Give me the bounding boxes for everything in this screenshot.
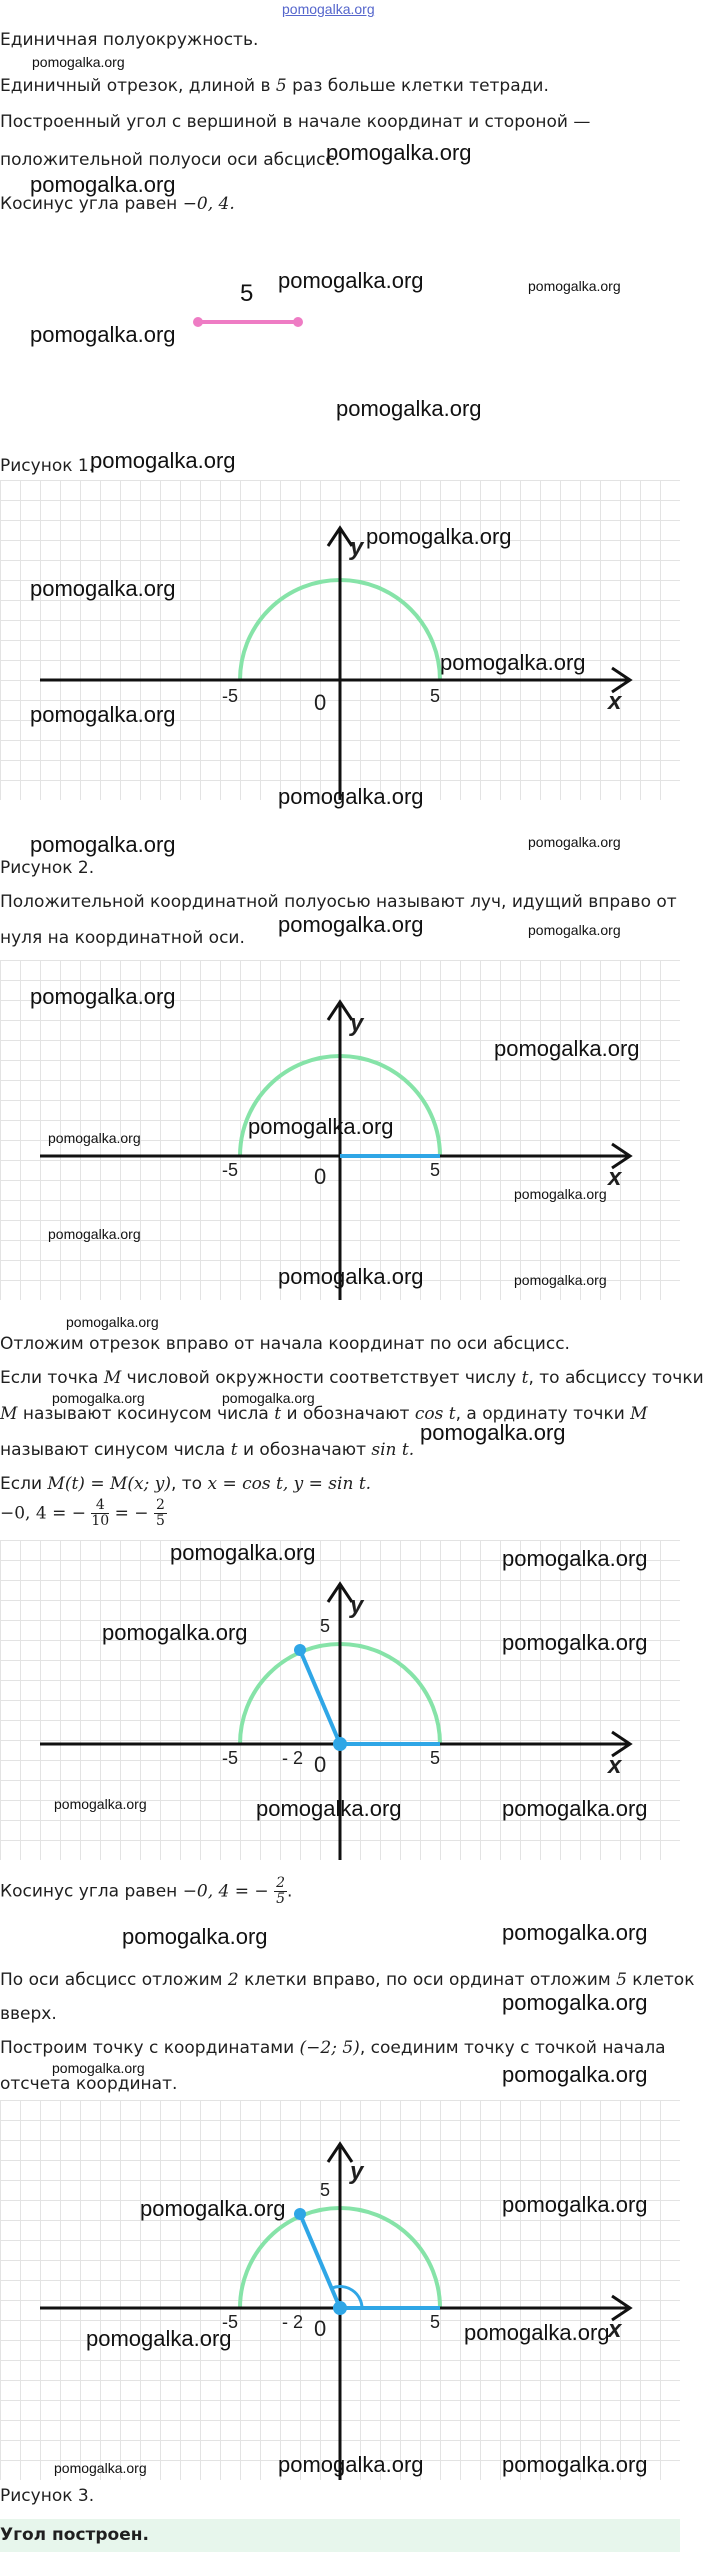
graph-3: [0, 1540, 680, 1860]
watermark: pomogalka.org: [48, 1130, 141, 1146]
axis-y-label: y: [350, 1592, 364, 1619]
watermark: pomogalka.org: [102, 1620, 248, 1645]
line-unit-segment: Единичный отрезок, длиной в 5 раз больше клетки тетради.: [0, 76, 549, 96]
watermark: pomogalka.org: [30, 832, 176, 857]
watermark: pomogalka.org: [30, 702, 176, 727]
watermark: pomogalka.org: [86, 2326, 232, 2351]
tick-5-y: 5: [320, 1616, 331, 1636]
line-half-axis: положительной полуоси оси абсцисс.: [0, 150, 341, 170]
figure-caption-2: Рисунок 2.: [0, 858, 95, 878]
watermark: pomogalka.org: [256, 1796, 402, 1821]
tick-minus-2: - 2: [282, 1748, 304, 1768]
watermark: pomogalka.org: [502, 1630, 648, 1655]
watermark: pomogalka.org: [30, 984, 176, 1009]
line-build-point: Построим точку с координатами (−2; 5), соединим точку с точкой начала: [0, 2038, 666, 2058]
answer-text: Угол построен.: [0, 2525, 149, 2545]
site-logo[interactable]: pomogalka.org: [282, 1, 375, 17]
watermark: pomogalka.org: [170, 1540, 316, 1565]
watermark: pomogalka.org: [48, 1226, 141, 1242]
tick-zero: 0: [314, 1164, 327, 1189]
line-formula: Если M(t) = M(x; y), то x = cos t, y = sin t.: [0, 1474, 372, 1494]
watermark: pomogalka.org: [222, 1390, 315, 1406]
watermark: pomogalka.org: [514, 1272, 607, 1288]
watermark: pomogalka.org: [278, 268, 424, 293]
line-fraction: −0, 4 = − $\frac{4}{10}$ = − $\frac{2}{5}$: [0, 1497, 165, 1529]
figure-caption-1: Рисунок 1.: [0, 456, 95, 476]
watermark: pomogalka.org: [52, 2060, 145, 2076]
line-def-sin: называют синусом числа t и обозначают sin t.: [0, 1440, 415, 1460]
tick-minus-5: -5: [222, 1160, 239, 1180]
watermark: pomogalka.org: [464, 2320, 610, 2345]
watermark: pomogalka.org: [440, 650, 586, 675]
line-origin: отсчета координат.: [0, 2074, 178, 2094]
axis-x-label: x: [608, 1752, 622, 1779]
tick-5-y: 5: [320, 2180, 331, 2200]
watermark: pomogalka.org: [90, 448, 236, 473]
watermark: pomogalka.org: [52, 1390, 145, 1406]
watermark: pomogalka.org: [278, 784, 424, 809]
axis-y-label: y: [350, 1010, 364, 1037]
watermark: pomogalka.org: [336, 396, 482, 421]
figure-caption-3: Рисунок 3.: [0, 2486, 95, 2506]
axis-y-label: y: [350, 2158, 364, 2185]
axis-x-label: x: [608, 2316, 622, 2343]
watermark: pomogalka.org: [502, 1920, 648, 1945]
tick-5: 5: [430, 686, 441, 706]
line-lay-off-segment: Отложим отрезок вправо от начала координат по оси абсцисс.: [0, 1334, 570, 1354]
watermark: pomogalka.org: [140, 2196, 286, 2221]
watermark: pomogalka.org: [32, 54, 125, 70]
axis-y-label: y: [350, 534, 364, 561]
watermark: pomogalka.org: [278, 1264, 424, 1289]
line-def-cos-2: M называют косинусом числа t и обозначают cos t, а ординату точки M: [0, 1404, 648, 1424]
watermark: pomogalka.org: [494, 1036, 640, 1061]
watermark: pomogalka.org: [502, 2452, 648, 2477]
tick-5: 5: [430, 1160, 441, 1180]
line-lay-off-cells: По оси абсцисс отложим 2 клетки вправо, по оси ординат отложим 5 клеток: [0, 1970, 695, 1990]
positive-half-axis-def-2: нуля на координатной оси.: [0, 928, 245, 948]
answer-box: [0, 2519, 680, 2552]
watermark: pomogalka.org: [54, 1796, 147, 1812]
watermark: pomogalka.org: [514, 1186, 607, 1202]
watermark: pomogalka.org: [248, 1114, 394, 1139]
watermark: pomogalka.org: [366, 524, 512, 549]
watermark: pomogalka.org: [420, 1420, 566, 1445]
line-semicircle: Единичная полуокружность.: [0, 30, 259, 50]
watermark: pomogalka.org: [502, 1990, 648, 2015]
watermark: pomogalka.org: [502, 1796, 648, 1821]
tick-minus-2: - 2: [282, 2312, 304, 2332]
watermark: pomogalka.org: [326, 140, 472, 165]
graph-1-drawing: [0, 480, 680, 800]
watermark: pomogalka.org: [122, 1924, 268, 1949]
watermark: pomogalka.org: [528, 834, 621, 850]
graph-4: [0, 2100, 680, 2480]
line-def-cos-1: Если точка M числовой окружности соответствует числу t, то абсциссу точки: [0, 1368, 704, 1388]
watermark: pomogalka.org: [30, 172, 176, 197]
watermark: pomogalka.org: [528, 922, 621, 938]
watermark: pomogalka.org: [30, 322, 176, 347]
tick-zero: 0: [314, 2316, 327, 2341]
watermark: pomogalka.org: [278, 2452, 424, 2477]
tick-minus-5: -5: [222, 2312, 239, 2332]
tick-zero: 0: [314, 1752, 327, 1777]
tick-5: 5: [430, 2312, 441, 2332]
unit-segment: [190, 312, 310, 332]
positive-half-axis-def-1: Положительной координатной полуосью называют луч, идущий вправо от: [0, 892, 677, 912]
watermark: pomogalka.org: [54, 2460, 147, 2476]
axis-x-label: x: [608, 688, 622, 715]
watermark: pomogalka.org: [502, 2062, 648, 2087]
graph-2: [0, 960, 680, 1300]
watermark: pomogalka.org: [278, 912, 424, 937]
line-angle: Построенный угол с вершиной в начале координат и стороной —: [0, 112, 591, 132]
graph-4-drawing: [0, 2100, 680, 2480]
segment-label: 5: [240, 280, 254, 307]
watermark: pomogalka.org: [528, 278, 621, 294]
watermark: pomogalka.org: [502, 1546, 648, 1571]
watermark: pomogalka.org: [502, 2192, 648, 2217]
line-up: вверх.: [0, 2004, 57, 2024]
tick-zero: 0: [314, 690, 327, 715]
tick-5: 5: [430, 1748, 441, 1768]
watermark: pomogalka.org: [30, 576, 176, 601]
tick-minus-5: -5: [222, 1748, 239, 1768]
graph-1: [0, 480, 680, 809]
axis-x-label: x: [608, 1164, 622, 1191]
watermark: pomogalka.org: [66, 1314, 159, 1330]
line-cosine: Косинус угла равен −0, 4.: [0, 194, 235, 214]
line-cosine-fraction: Косинус угла равен −0, 4 = − $\frac{2}{5}$ .: [0, 1875, 293, 1907]
tick-minus-5: -5: [222, 686, 239, 706]
